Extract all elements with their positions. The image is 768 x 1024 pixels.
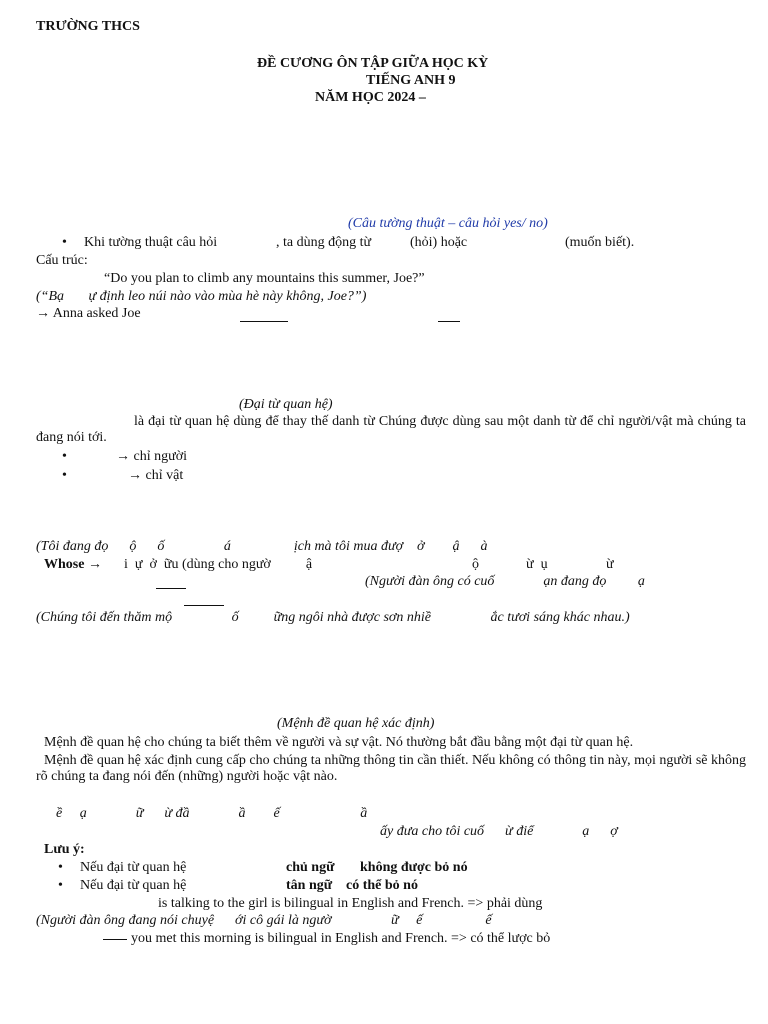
bullet-rule-b: , ta dùng động từ <box>276 235 372 250</box>
example-translation-man: (Người đàn ông có cuố ạn đang đọ ạ <box>365 574 645 589</box>
defining-fragment-1: ề ạ ữ ừ đầ ầ ế ầ <box>56 806 368 821</box>
example-quote: “Do you plan to climb any mountains this summer, Joe?” <box>104 271 425 286</box>
example-object: you met this morning is bilingual in English and French. => có thể lược bỏ <box>131 931 551 946</box>
example-translation-houses: (Chúng tôi đến thăm mộ ố ững ngôi nhà được sơn nhiề ắc tươi sáng khác nhau.) <box>36 610 630 625</box>
example-translation: (“Bạ ự định leo núi nào vào mùa hè này không, Joe?”) <box>36 289 367 304</box>
object-blank <box>103 939 127 940</box>
whose-description: i ự ở ữu (dùng cho ngườ ậ <box>124 557 313 572</box>
defining-paragraph-1: Mệnh đề quan hệ cho chúng ta biết thêm về người và sự vật. Nó thường bắt đầu bằng một đại từ quan hệ. <box>44 735 634 750</box>
answer-blank-1 <box>240 321 288 322</box>
whose-fragment-1: ộ <box>472 557 479 572</box>
example-subject-translation: (Người đàn ông đang nói chuyệ ới cô gái là ngườ ữ ế ế <box>36 913 492 928</box>
bullet-rule-d: (muốn biết). <box>565 235 635 250</box>
section-heading-reported: (Câu tường thuật – câu hỏi yes/ no) <box>348 216 548 231</box>
note-item-subject: • Nếu đại từ quan hệ chủ ngữ không được bỏ nó <box>80 860 186 876</box>
doc-subject: TIẾNG ANH 9 <box>366 73 456 88</box>
example-answer: → Anna asked Joe <box>36 306 141 321</box>
structure-label: Cấu trúc: <box>36 253 88 268</box>
defining-fragment-2: ấy đưa cho tôi cuố ừ điể ạ ợ <box>380 824 618 839</box>
doc-title: ĐỀ CƯƠNG ÔN TẬP GIỮA HỌC KỲ <box>257 56 489 71</box>
bullet-rule-c: (hỏi) hoặc <box>410 235 468 250</box>
example-translation-book: (Tôi đang đọ ộ ố á ịch mà tôi mua đượ ở ậ à <box>36 539 488 554</box>
defining-paragraph-2: Mệnh đề quan hệ xác định cung cấp cho chúng ta những thông tin cần thiết. Nếu không có thông tin này, mọi người sẽ không rõ chúng ta đang nói đến (những) người hoặc vật nào. <box>36 753 746 784</box>
house-blank <box>184 605 224 606</box>
doc-year: NĂM HỌC 2024 – <box>315 90 426 105</box>
pronoun-item-person: • → chỉ người <box>84 449 187 465</box>
note-label: Lưu ý: <box>44 842 85 857</box>
pronoun-item-thing: • → chỉ vật <box>84 468 183 484</box>
bullet-rule-a: • Khi tường thuật câu hỏi <box>84 235 217 251</box>
answer-blank-2 <box>438 321 460 322</box>
note-item-object: • Nếu đại từ quan hệ tân ngữ có thể bỏ nó <box>80 878 186 894</box>
school-name: TRƯỜNG THCS <box>36 19 140 34</box>
whose-blank <box>156 588 186 589</box>
whose-fragment-3: ừ <box>606 557 614 572</box>
example-subject: is talking to the girl is bilingual in English and French. => phải dùng <box>158 896 543 911</box>
whose-label: Whose → <box>44 557 102 572</box>
pronoun-definition: là đại từ quan hệ dùng để thay thế danh từ Chúng được dùng sau một danh từ để chỉ người/vật mà chúng ta đang nói tới. <box>36 414 747 445</box>
whose-fragment-2: ừ ụ <box>526 557 548 572</box>
section-heading-defining: (Mệnh đề quan hệ xác định) <box>277 716 435 731</box>
section-heading-pronoun: (Đại từ quan hệ) <box>239 397 333 412</box>
